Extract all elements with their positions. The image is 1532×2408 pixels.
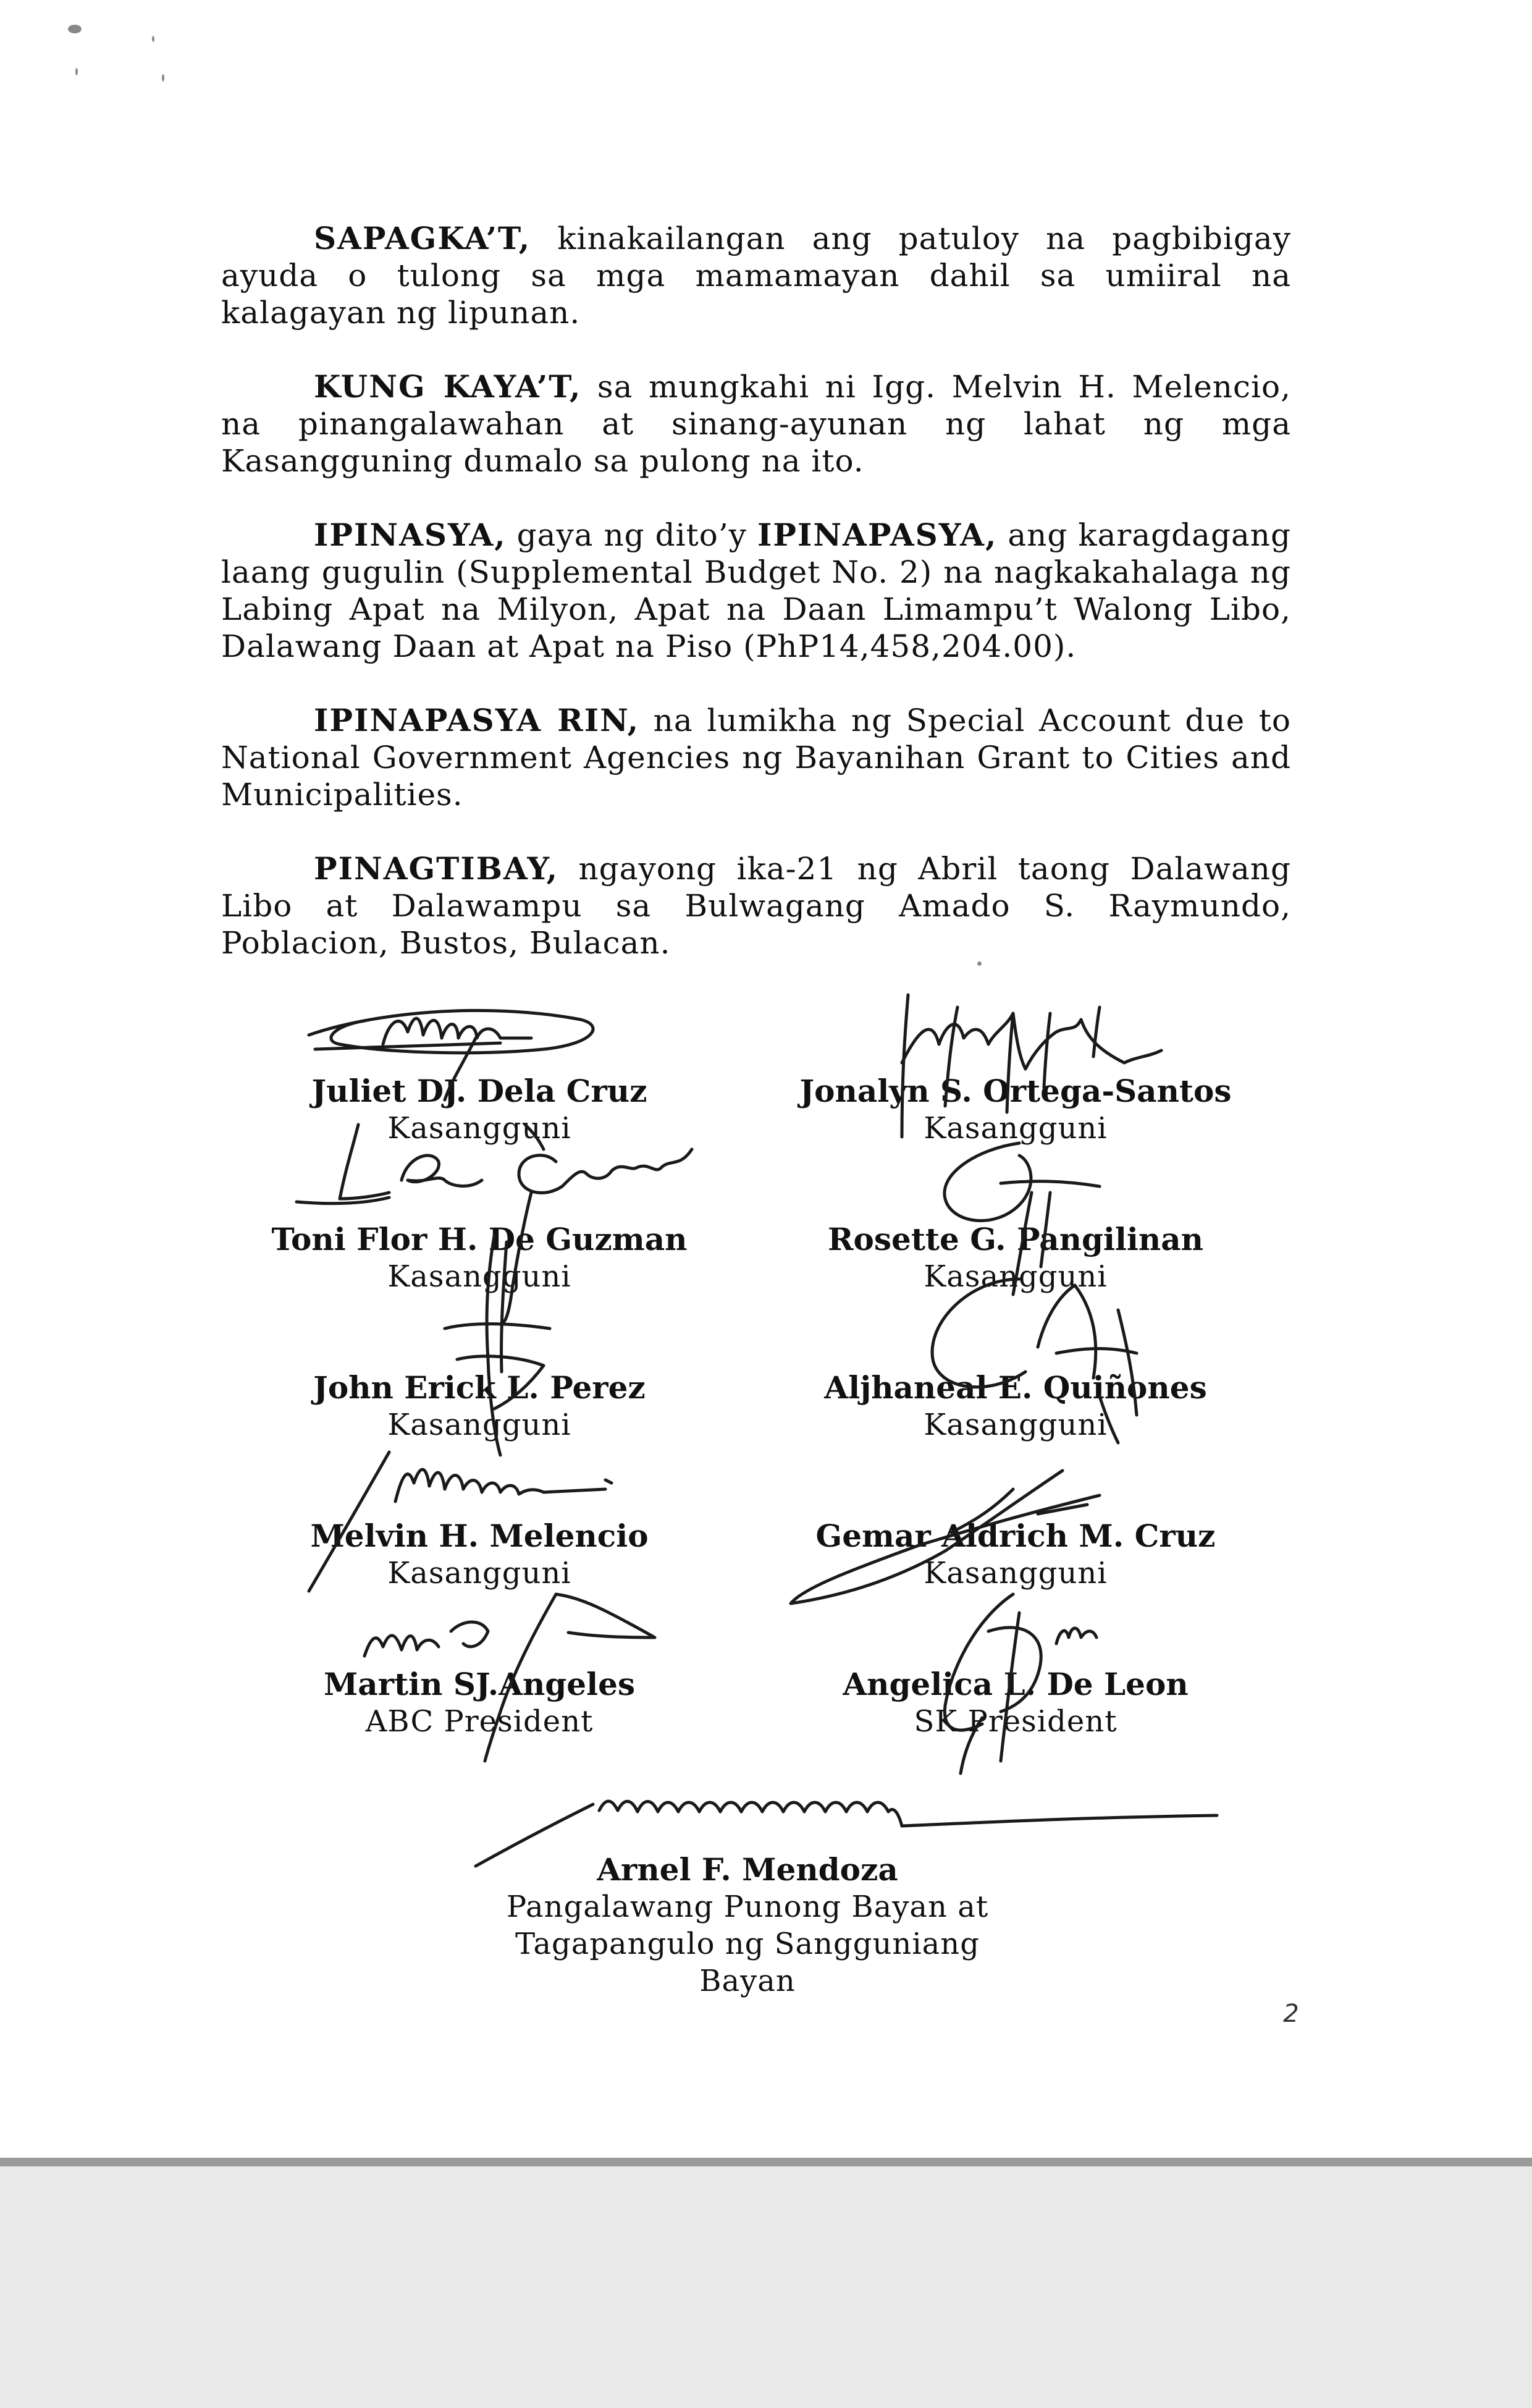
signatory-name: Angelica L. De Leon	[843, 1666, 1189, 1702]
paragraph-lead: SAPAGKA’T,	[314, 220, 531, 256]
signatory-name: Rosette G. Pangilinan	[827, 1221, 1204, 1257]
scan-speck	[162, 74, 164, 82]
paragraph-kung-kayat	[221, 368, 1291, 479]
paragraph-text: ngayong ika-21 ng Abril taong Dalawang Libo at Dalawampu sa Bulwagang Amado S. Raymundo, Poblacion, Bustos, Bulacan.	[221, 851, 1291, 961]
paragraph-sapagkat	[221, 220, 1291, 331]
signatory-name: Melvin H. Melencio	[310, 1518, 649, 1554]
signatory-name: Juliet DJ. Dela Cruz	[311, 1073, 647, 1109]
paragraph-pinagtibay	[221, 850, 1291, 961]
signatory-title: Kasangguni	[924, 1556, 1108, 1591]
scan-speck	[68, 25, 82, 33]
paragraph-ipinapasya-rin	[221, 702, 1291, 813]
signatory-title: Kasangguni	[924, 1408, 1108, 1442]
signatory-name: Martin SJ.Angeles	[323, 1666, 636, 1702]
paragraph-text: ang karagdagang laang gugulin (Supplemental Budget No. 2) na nagkakahalaga ng Labing Apat na Milyon, Apat na Daan Limampu’t Walong Libo, Dalawang Daan at Apat na Piso (PhP14,458,204.00).	[221, 517, 1291, 664]
signatory-title: Kasangguni	[387, 1111, 571, 1146]
page-bottom-edge	[0, 2158, 1532, 2166]
handwritten-signature	[469, 1780, 1235, 1878]
signatory-title: Kasangguni	[387, 1408, 571, 1442]
paragraph-ipinasya	[221, 517, 1291, 665]
paragraph-text: kinakailangan ang patuloy na pagbibigay ayuda o tulong sa mga mamamayan dahil sa umiiral na kalagayan ng lipunan.	[221, 221, 1291, 331]
presiding-officer-name: Arnel F. Mendoza	[597, 1851, 898, 1888]
paragraph-lead: PINAGTIBAY,	[314, 850, 558, 887]
page-number: 2	[1283, 2000, 1299, 2028]
signatory-title: Kasangguni	[387, 1556, 571, 1591]
presiding-officer-title: Tagapangulo ng Sangguniang Bayan	[515, 1927, 980, 1998]
signatory-name: Jonalyn S. Ortega-Santos	[799, 1073, 1232, 1109]
signatory-name: John Erick L. Perez	[313, 1369, 646, 1406]
paragraph-text: na lumikha ng Special Account due to National Government Agencies ng Bayanihan Grant to Cities and Municipalities.	[221, 703, 1291, 813]
handwritten-signature	[346, 1588, 667, 1761]
paragraph-emphasis: IPINAPASYA,	[757, 517, 998, 553]
paragraph-text: gaya ng dito’y	[506, 517, 757, 553]
handwritten-signature	[297, 1440, 630, 1594]
signatory-title: Kasangguni	[924, 1259, 1108, 1294]
signatory-name: Toni Flor H. De Guzman	[271, 1221, 688, 1257]
presiding-officer-title: Pangalawang Punong Bayan at	[506, 1890, 989, 1924]
scan-speck	[977, 961, 982, 966]
scan-speck	[152, 36, 154, 42]
handwritten-signature	[432, 1236, 568, 1458]
signatory-title: Kasangguni	[924, 1111, 1108, 1146]
paragraph-lead: IPINAPASYA RIN,	[314, 702, 640, 738]
handwritten-signature	[297, 976, 618, 1100]
signatory-title: Kasangguni	[387, 1259, 571, 1294]
handwritten-signature	[914, 1273, 1174, 1446]
signatory-title: SK President	[914, 1704, 1117, 1739]
scan-speck	[75, 68, 78, 75]
signatory-name: Aljhaneal E. Quiñones	[824, 1369, 1207, 1406]
paragraph-text: sa mungkahi ni Igg. Melvin H. Melencio, na pinangalawahan at sinang-ayunan ng lahat ng mga Kasangguning dumalo sa pulong na ito.	[221, 369, 1291, 479]
handwritten-signature	[865, 989, 1186, 1137]
paragraph-lead: IPINASYA,	[314, 517, 507, 553]
signatory-name: Gemar Aldrich M. Cruz	[815, 1518, 1216, 1554]
handwritten-signature	[890, 1582, 1149, 1780]
paragraph-lead: KUNG KAYA’T,	[314, 368, 582, 405]
scanner-background	[0, 2166, 1532, 2408]
signatory-title: ABC President	[365, 1704, 594, 1739]
